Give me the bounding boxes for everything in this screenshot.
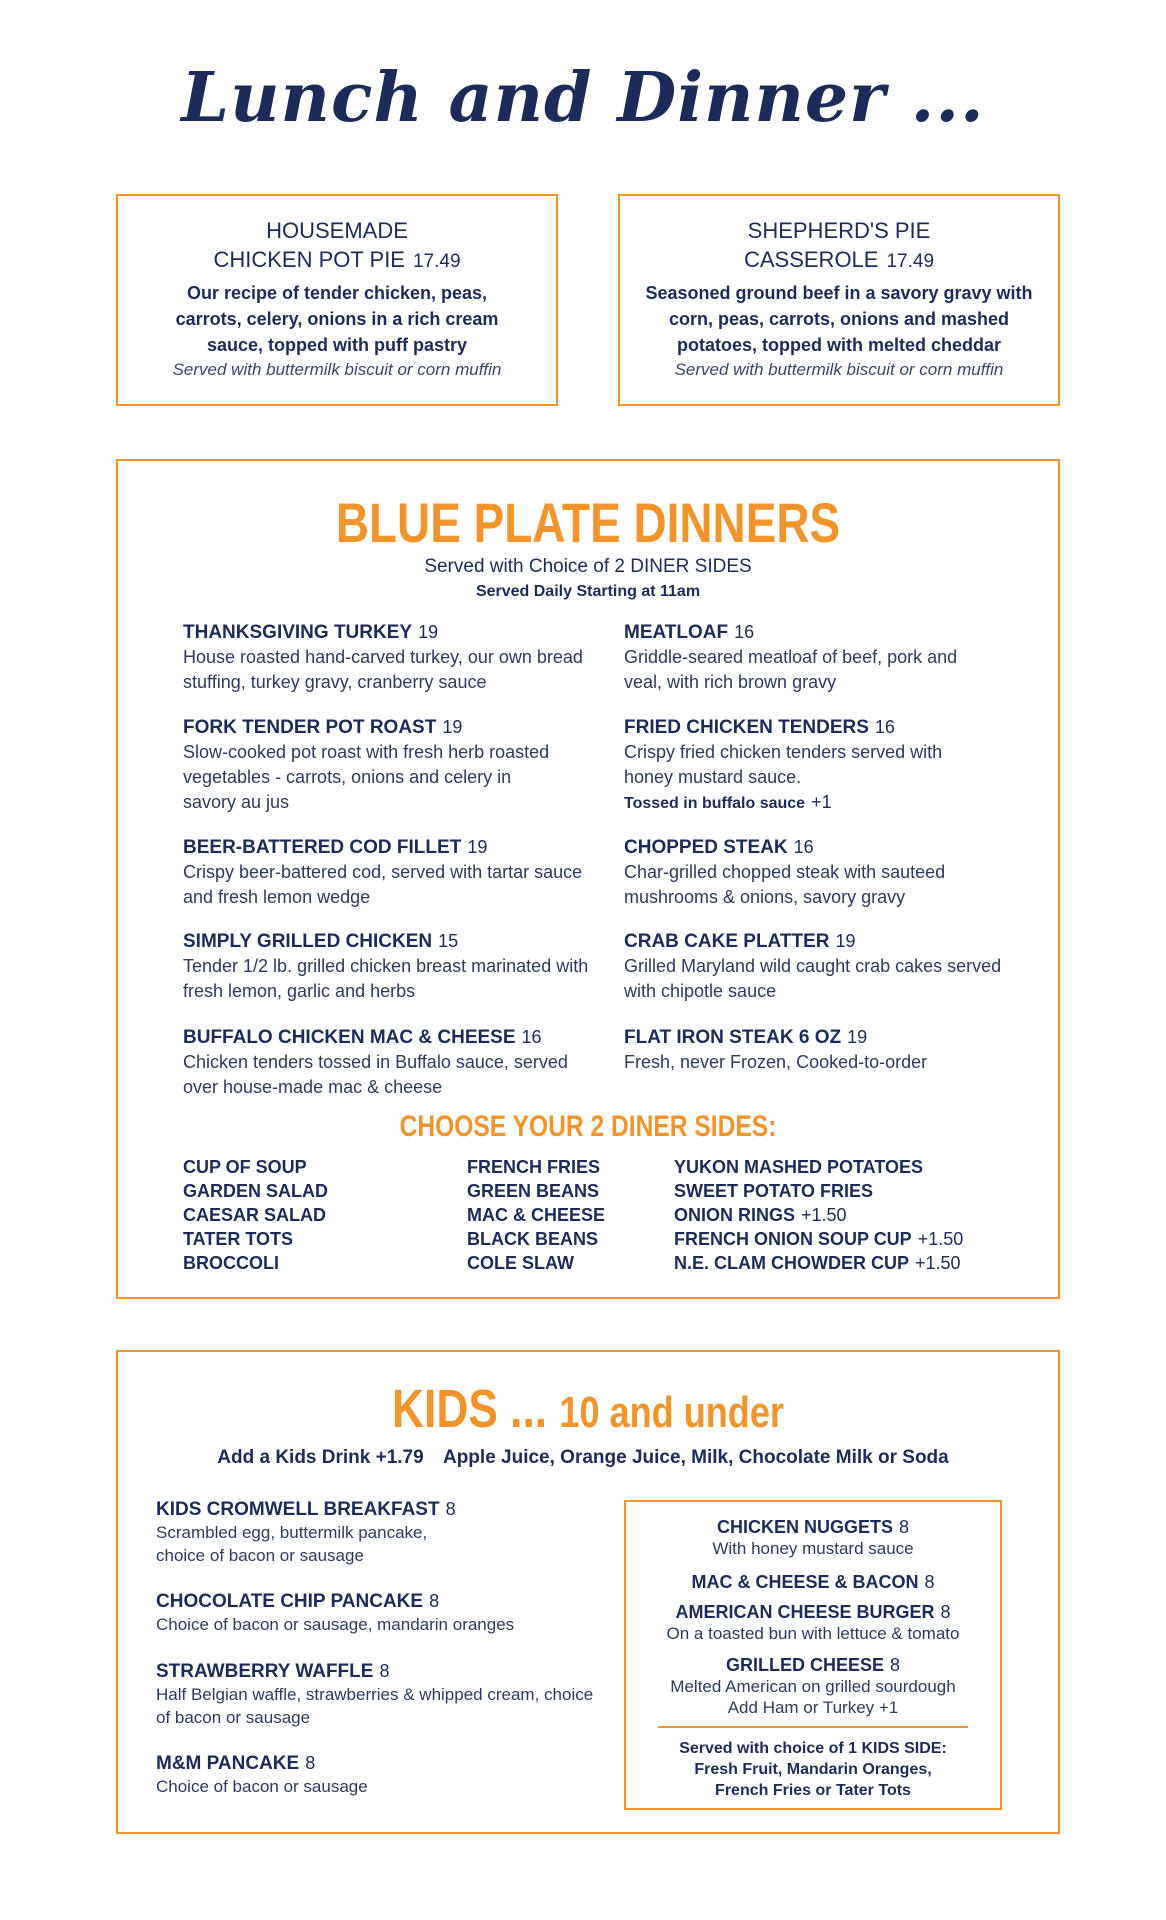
side-item: BROCCOLI <box>183 1253 279 1273</box>
feature-box-chicken-pot-pie <box>116 194 558 406</box>
item-price: 8 <box>429 1591 440 1611</box>
side-item: COLE SLAW <box>467 1253 574 1273</box>
item-upcharge-option: Tossed in buffalo sauce +1 <box>624 792 832 812</box>
item-description: Tender 1/2 lb. grilled chicken breast marinated with fresh lemon, garlic and herbs <box>183 956 589 1001</box>
blue-plate-title: BLUE PLATE DINNERS <box>335 491 841 554</box>
feature-name-line2: CASSEROLE 17.49 <box>743 247 935 272</box>
sides-column-2 <box>467 1155 605 1275</box>
item-description: Fresh, never Frozen, Cooked-to-order <box>624 1052 928 1072</box>
kids-drink-line <box>0 1447 1166 1469</box>
item-description: Choice of bacon or sausage <box>156 1777 368 1796</box>
side-item: MAC & CHEESE <box>467 1205 606 1225</box>
item-description: Scrambled egg, buttermilk pancake, choice of bacon or sausage <box>156 1523 428 1565</box>
feature-box-shepherds-pie <box>618 194 1060 406</box>
side-item: FRENCH ONION SOUP CUP +1.50 <box>674 1229 964 1249</box>
side-item: SWEET POTATO FRIES <box>674 1181 874 1201</box>
item-price: 19 <box>847 1027 868 1047</box>
divider <box>658 1726 968 1728</box>
side-item: BLACK BEANS <box>467 1229 599 1249</box>
item-description: On a toasted bun with lettuce & tomato <box>666 1624 960 1643</box>
item-price: 19 <box>835 931 856 951</box>
kids-item-cheese-burger: AMERICAN CHEESE BURGER 8 On a toasted bun with lettuce & tomato <box>626 1601 1000 1644</box>
item-price: 16 <box>734 622 755 642</box>
side-item: N.E. CLAM CHOWDER CUP +1.50 <box>674 1253 961 1273</box>
kids-item-chocolate-chip-pancake: CHOCOLATE CHIP PANCAKE 8 Choice of bacon or sausage, mandarin oranges <box>156 1590 616 1636</box>
item-price: 19 <box>467 837 488 857</box>
side-item: GREEN BEANS <box>467 1181 600 1201</box>
item-price: 16 <box>874 717 895 737</box>
item-price: 19 <box>442 717 463 737</box>
item-price: 15 <box>438 931 459 951</box>
kids-side-note-line2: Fresh Fruit, Mandarin Oranges, <box>694 1761 932 1778</box>
sides-title: CHOOSE YOUR 2 DINER SIDES: <box>399 1110 777 1143</box>
feature-price: 17.49 <box>886 251 935 272</box>
blue-plate-hours: Served Daily Starting at 11am <box>475 583 701 600</box>
kids-title-age: 10 and under <box>559 1388 784 1437</box>
feature-name-line1: SHEPHERD'S PIE <box>747 218 931 243</box>
feature-served-with: Served with buttermilk biscuit or corn muffin <box>172 360 502 379</box>
dinner-item-crab-cake: CRAB CAKE PLATTER 19 Grilled Maryland wild caught crab cakes served with chipotle sauce <box>624 929 1044 1004</box>
sides-column-1 <box>183 1155 328 1275</box>
item-price: 8 <box>445 1499 456 1519</box>
item-price: 8 <box>899 1517 910 1537</box>
dinner-item-chopped-steak: CHOPPED STEAK 16 Char-grilled chopped steak with sauteed mushrooms & onions, savory gravy <box>624 835 1044 910</box>
page-title: Lunch and Dinner ... <box>181 58 985 138</box>
item-description: Crispy beer-battered cod, served with tartar sauce and fresh lemon wedge <box>183 862 583 907</box>
item-description: Char-grilled chopped steak with sauteed mushrooms & onions, savory gravy <box>624 862 946 907</box>
kids-item-chicken-nuggets: CHICKEN NUGGETS 8 With honey mustard sauce <box>626 1516 1000 1559</box>
item-description: House roasted hand-carved turkey, our own bread stuffing, turkey gravy, cranberry sauce <box>183 647 583 692</box>
item-price: 8 <box>924 1572 935 1592</box>
kids-inner-box <box>624 1500 1002 1810</box>
item-price: 8 <box>890 1655 901 1675</box>
item-price: 19 <box>418 622 439 642</box>
item-description: Slow-cooked pot roast with fresh herb roasted vegetables - carrots, onions and celery in savory au jus <box>183 742 550 812</box>
item-description: Melted American on grilled sourdough <box>670 1677 956 1696</box>
feature-name-line2: CHICKEN POT PIE 17.49 <box>213 247 461 272</box>
item-upcharge-price: +1 <box>811 792 832 812</box>
item-description: Chicken tenders tossed in Buffalo sauce, served over house-made mac & cheese <box>183 1052 568 1097</box>
side-upcharge: +1.50 <box>801 1205 847 1225</box>
item-addon: Add Ham or Turkey +1 <box>727 1698 899 1717</box>
dinner-item-thanksgiving-turkey: THANKSGIVING TURKEY 19 House roasted hand-carved turkey, our own bread stuffing, turkey gravy, cranberry sauce <box>183 620 603 695</box>
kids-drink-price: Add a Kids Drink +1.79 <box>217 1447 424 1468</box>
dinner-item-buffalo-mac: BUFFALO CHICKEN MAC & CHEESE 16 Chicken tenders tossed in Buffalo sauce, served over house-made mac & cheese <box>183 1025 613 1100</box>
sides-column-3 <box>674 1155 963 1275</box>
item-description: With honey mustard sauce <box>712 1539 914 1558</box>
dinner-item-meatloaf: MEATLOAF 16 Griddle-seared meatloaf of beef, pork and veal, with rich brown gravy <box>624 620 1044 695</box>
item-description: Crispy fried chicken tenders served with honey mustard sauce. <box>624 742 943 787</box>
feature-description: Seasoned ground beef in a savory gravy with corn, peas, carrots, onions and mashed potatoes, topped with melted cheddar <box>645 283 1033 355</box>
blue-plate-subtitle: Served with Choice of 2 DINER SIDES <box>424 556 752 577</box>
feature-served-with: Served with buttermilk biscuit or corn muffin <box>674 360 1004 379</box>
feature-name-line1: HOUSEMADE <box>266 218 408 243</box>
dinner-item-pot-roast: FORK TENDER POT ROAST 19 Slow-cooked pot roast with fresh herb roasted vegetables - carrots, onions and celery in savory au jus <box>183 715 603 815</box>
feature-description: Our recipe of tender chicken, peas, carrots, celery, onions in a rich cream sauce, topped with puff pastry <box>175 283 499 355</box>
kids-item-mac-cheese-bacon: MAC & CHEESE & BACON 8 <box>691 1572 935 1592</box>
side-item: CUP OF SOUP <box>183 1157 307 1177</box>
side-item: TATER TOTS <box>183 1229 293 1249</box>
item-description: Griddle-seared meatloaf of beef, pork and veal, with rich brown gravy <box>624 647 958 692</box>
item-price: 8 <box>940 1602 951 1622</box>
kids-item-strawberry-waffle: STRAWBERRY WAFFLE 8 Half Belgian waffle, strawberries & whipped cream, choice of bacon or sausage <box>156 1660 616 1729</box>
side-item: GARDEN SALAD <box>183 1181 329 1201</box>
feature-price: 17.49 <box>412 251 461 272</box>
item-price: 8 <box>305 1753 316 1773</box>
side-upcharge: +1.50 <box>917 1229 964 1249</box>
kids-item-cromwell-breakfast: KIDS CROMWELL BREAKFAST 8 Scrambled egg, buttermilk pancake, choice of bacon or sausage <box>156 1498 616 1567</box>
side-item: FRENCH FRIES <box>467 1157 601 1177</box>
kids-title-main: KIDS ... <box>392 1379 548 1439</box>
kids-title <box>201 1378 975 1440</box>
kids-item-mm-pancake: M&M PANCAKE 8 Choice of bacon or sausage <box>156 1752 616 1798</box>
item-description: Grilled Maryland wild caught crab cakes served with chipotle sauce <box>624 956 1002 1001</box>
kids-side-note-line1: Served with choice of 1 KIDS SIDE: <box>679 1740 947 1757</box>
kids-item-grilled-cheese: GRILLED CHEESE 8 Melted American on grilled sourdough Add Ham or Turkey +1 <box>626 1654 1000 1718</box>
side-item: YUKON MASHED POTATOES <box>674 1157 924 1177</box>
item-price: 16 <box>521 1027 542 1047</box>
kids-side-note-line3: French Fries or Tater Tots <box>715 1782 911 1799</box>
dinner-item-grilled-chicken: SIMPLY GRILLED CHICKEN 15 Tender 1/2 lb. grilled chicken breast marinated with fresh lemon, garlic and herbs <box>183 929 603 1004</box>
item-description: Half Belgian waffle, strawberries & whipped cream, choice of bacon or sausage <box>156 1685 594 1727</box>
dinner-item-flat-iron-steak: FLAT IRON STEAK 6 OZ 19 Fresh, never Frozen, Cooked-to-order <box>624 1025 1044 1075</box>
item-price: 16 <box>793 837 814 857</box>
item-description: Choice of bacon or sausage, mandarin oranges <box>156 1615 515 1634</box>
dinner-item-cod-fillet: BEER-BATTERED COD FILLET 19 Crispy beer-battered cod, served with tartar sauce and fresh lemon wedge <box>183 835 603 910</box>
kids-drink-options: Apple Juice, Orange Juice, Milk, Chocolate Milk or Soda <box>442 1447 949 1468</box>
side-item: CAESAR SALAD <box>183 1205 327 1225</box>
side-upcharge: +1.50 <box>915 1253 961 1273</box>
item-price: 8 <box>379 1661 390 1681</box>
dinner-item-chicken-tenders: FRIED CHICKEN TENDERS 16 Crispy fried chicken tenders served with honey mustard sauce. Tossed in buffalo sauce +1 <box>624 715 1044 816</box>
side-item: ONION RINGS +1.50 <box>674 1205 847 1225</box>
